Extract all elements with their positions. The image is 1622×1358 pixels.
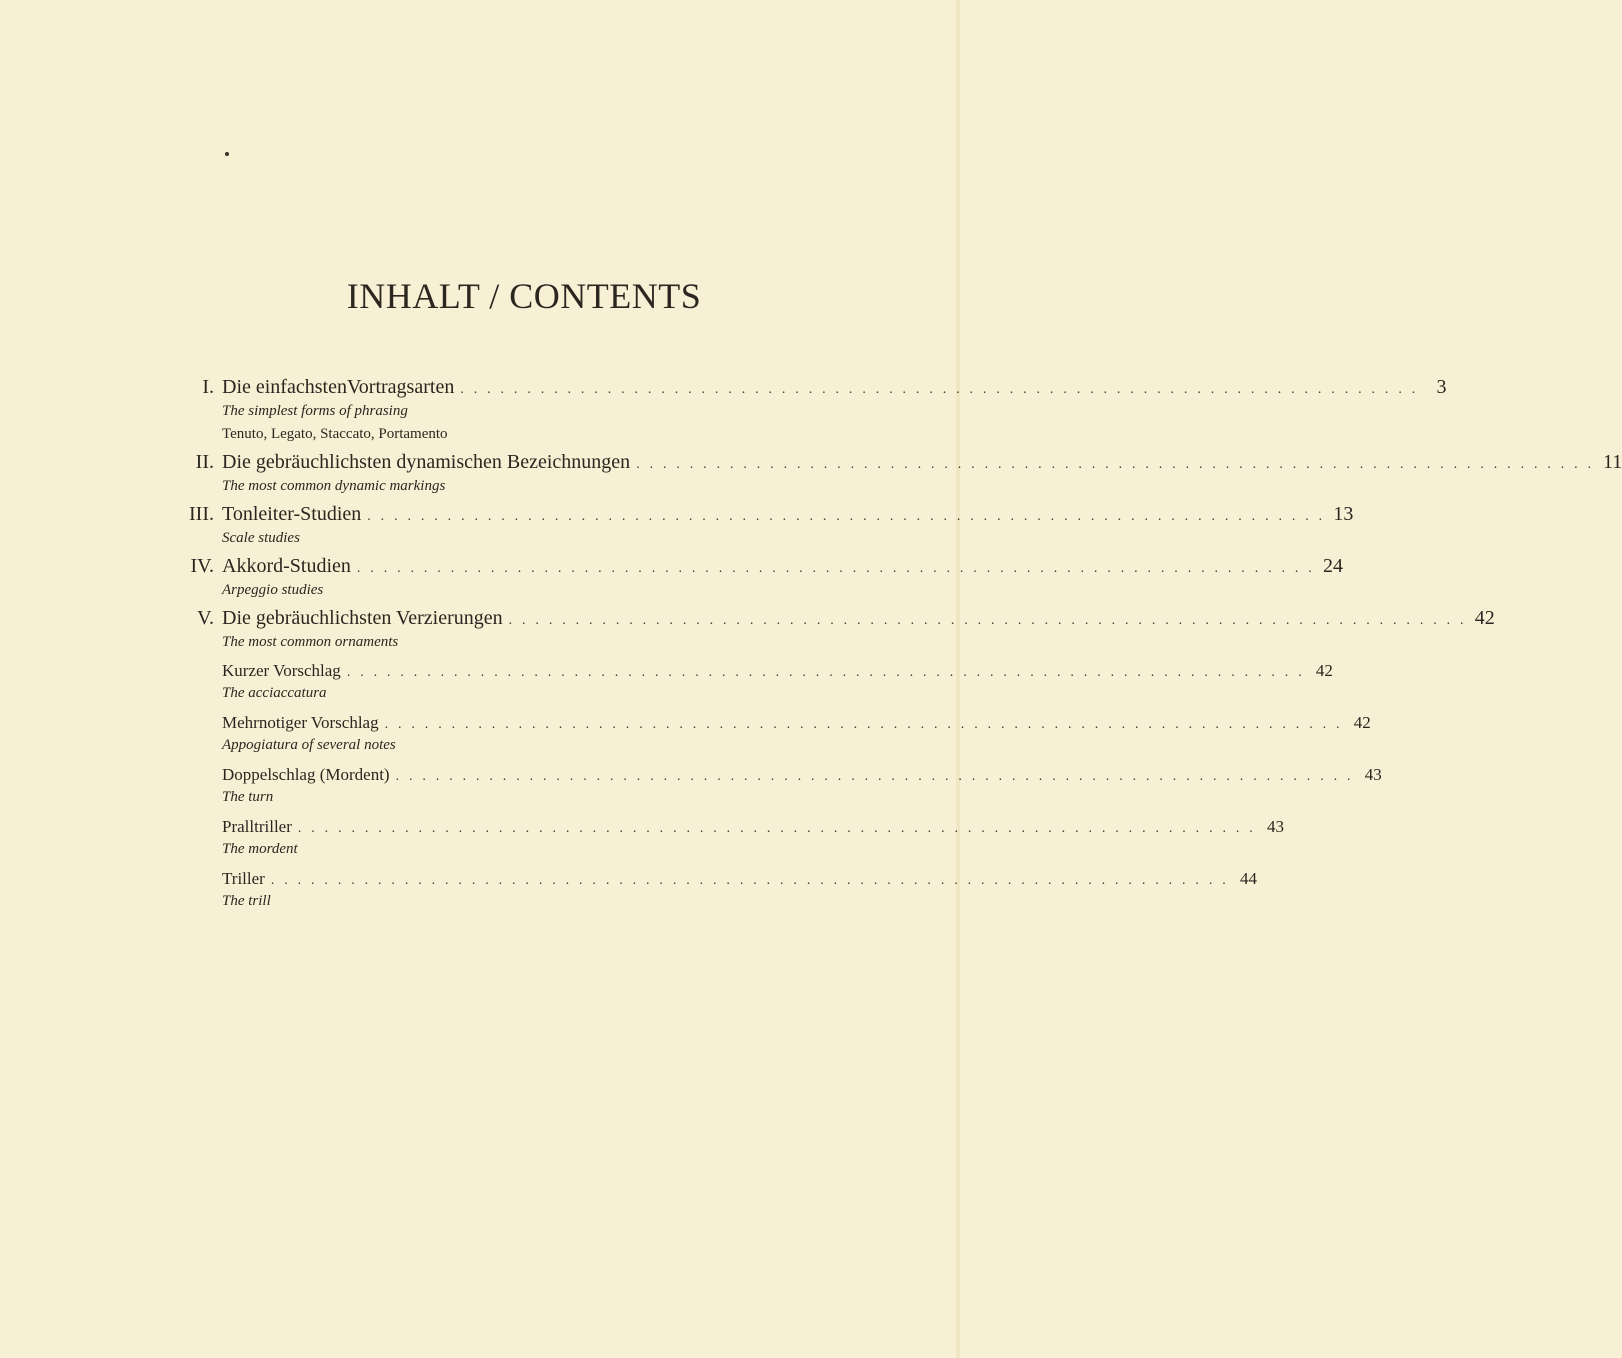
dot-leader: . . . . . . . . . . . . . . . . . . . . . . . . . . . . . . . . . . . . . . . . . . . . . . . . . . . . . . . . . . . . . . . . . . . . . . . . — [367, 509, 1326, 524]
page-number: 42 — [1315, 661, 1333, 680]
chapter-subtitle: Scale studies — [222, 530, 300, 546]
ornament-title: Kurzer Vorschlag — [222, 661, 341, 680]
page-number: 43 — [1364, 765, 1382, 784]
page-number: 43 — [1266, 817, 1284, 836]
toc-entry-chapter-2[interactable] — [195, 449, 1622, 475]
toc-entry-ornament-3[interactable] — [222, 763, 1382, 787]
chapter-numeral: I. — [202, 376, 214, 398]
toc-entry-ornament-1[interactable] — [222, 659, 1333, 683]
dot-leader: . . . . . . . . . . . . . . . . . . . . . . . . . . . . . . . . . . . . . . . . . . . . . . . . . . . . . . . . . . . . . . . . . . . . . . . . — [384, 717, 1343, 732]
ornament-subtitle: The mordent — [222, 841, 298, 857]
chapter-detail: Tenuto, Legato, Staccato, Portamento — [222, 426, 448, 442]
toc-entry-ornament-4[interactable] — [222, 815, 1284, 839]
chapter-numeral: II. — [195, 451, 214, 473]
ornament-subtitle: The turn — [222, 789, 274, 805]
ornament-subtitle: The acciaccatura — [222, 685, 327, 701]
chapter-subtitle: The most common dynamic markings — [222, 478, 446, 494]
page-number: 42 — [1474, 607, 1495, 629]
chapter-numeral: IV. — [190, 555, 214, 577]
chapter-subtitle: The most common ornaments — [222, 634, 399, 650]
page-number: 3 — [1436, 376, 1447, 398]
ornament-title: Mehrnotiger Vorschlag — [222, 713, 379, 732]
dot-leader: . . . . . . . . . . . . . . . . . . . . . . . . . . . . . . . . . . . . . . . . . . . . . . . . . . . . . . . . . . . . . . . . . . . . . . . . — [356, 561, 1315, 576]
page-number: 24 — [1323, 555, 1343, 577]
ornament-title: Triller — [222, 869, 265, 888]
page-number: 44 — [1239, 869, 1257, 888]
chapter-title: Die einfachstenVortragsarten — [222, 376, 455, 398]
chapter-title: Die gebräuchlichsten Verzierungen — [222, 607, 503, 629]
chapter-title: Die gebräuchlichsten dynamischen Bezeichnungen — [222, 451, 631, 473]
toc-entry-chapter-4[interactable] — [190, 553, 1343, 579]
dot-leader: . . . . . . . . . . . . . . . . . . . . . . . . . . . . . . . . . . . . . . . . . . . . . . . . . . . . . . . . . . . . . . . . . . . . . . . . — [508, 613, 1467, 628]
ornament-title: Doppelschlag (Mordent) — [222, 765, 390, 784]
ornament-title: Pralltriller — [222, 817, 292, 836]
chapter-numeral: III. — [189, 503, 214, 525]
toc-entry-chapter-5[interactable] — [197, 605, 1495, 631]
dot-leader: . . . . . . . . . . . . . . . . . . . . . . . . . . . . . . . . . . . . . . . . . . . . . . . . . . . . . . . . . . . . . . . . . . . . . . . . — [395, 769, 1354, 784]
toc-entry-ornament-2[interactable] — [222, 711, 1371, 735]
chapter-subtitle: The simplest forms of phrasing — [222, 403, 408, 419]
chapter-subtitle: Arpeggio studies — [222, 582, 324, 598]
chapter-title: Akkord-Studien — [222, 555, 351, 577]
ornament-subtitle: The trill — [222, 893, 271, 909]
dot-leader: . . . . . . . . . . . . . . . . . . . . . . . . . . . . . . . . . . . . . . . . . . . . . . . . . . . . . . . . . . . . . . . . . . . . . . . . — [297, 821, 1256, 836]
page-number: 11 — [1603, 451, 1622, 473]
toc-entry-ornament-5[interactable] — [222, 867, 1257, 891]
page-number: 42 — [1353, 713, 1371, 732]
page-title: INHALT / CONTENTS — [346, 276, 702, 316]
dot-leader: . . . . . . . . . . . . . . . . . . . . . . . . . . . . . . . . . . . . . . . . . . . . . . . . . . . . . . . . . . . . . . . . . . . . . . . . — [346, 665, 1305, 680]
chapter-title: Tonleiter-Studien — [222, 503, 362, 525]
dot-leader: . . . . . . . . . . . . . . . . . . . . . . . . . . . . . . . . . . . . . . . . . . . . . . . . . . . . . . . . . . . . . . . . . . . . . . . . — [270, 873, 1229, 888]
page-number: 13 — [1333, 503, 1354, 525]
toc-entry-chapter-3[interactable] — [189, 501, 1354, 527]
dot-leader: . . . . . . . . . . . . . . . . . . . . . . . . . . . . . . . . . . . . . . . . . . . . . . . . . . . . . . . . . . . . . . . . . . . . . . . . — [636, 457, 1595, 472]
ornament-subtitle: Appogiatura of several notes — [222, 737, 396, 753]
dot-leader: . . . . . . . . . . . . . . . . . . . . . . . . . . . . . . . . . . . . . . . . . . . . . . . . . . . . . . . . . . . . . . . . . . . . . . . . — [460, 382, 1419, 397]
ink-speck — [225, 152, 229, 156]
toc-entry-chapter-1[interactable] — [202, 374, 1447, 400]
chapter-numeral: V. — [197, 607, 214, 629]
